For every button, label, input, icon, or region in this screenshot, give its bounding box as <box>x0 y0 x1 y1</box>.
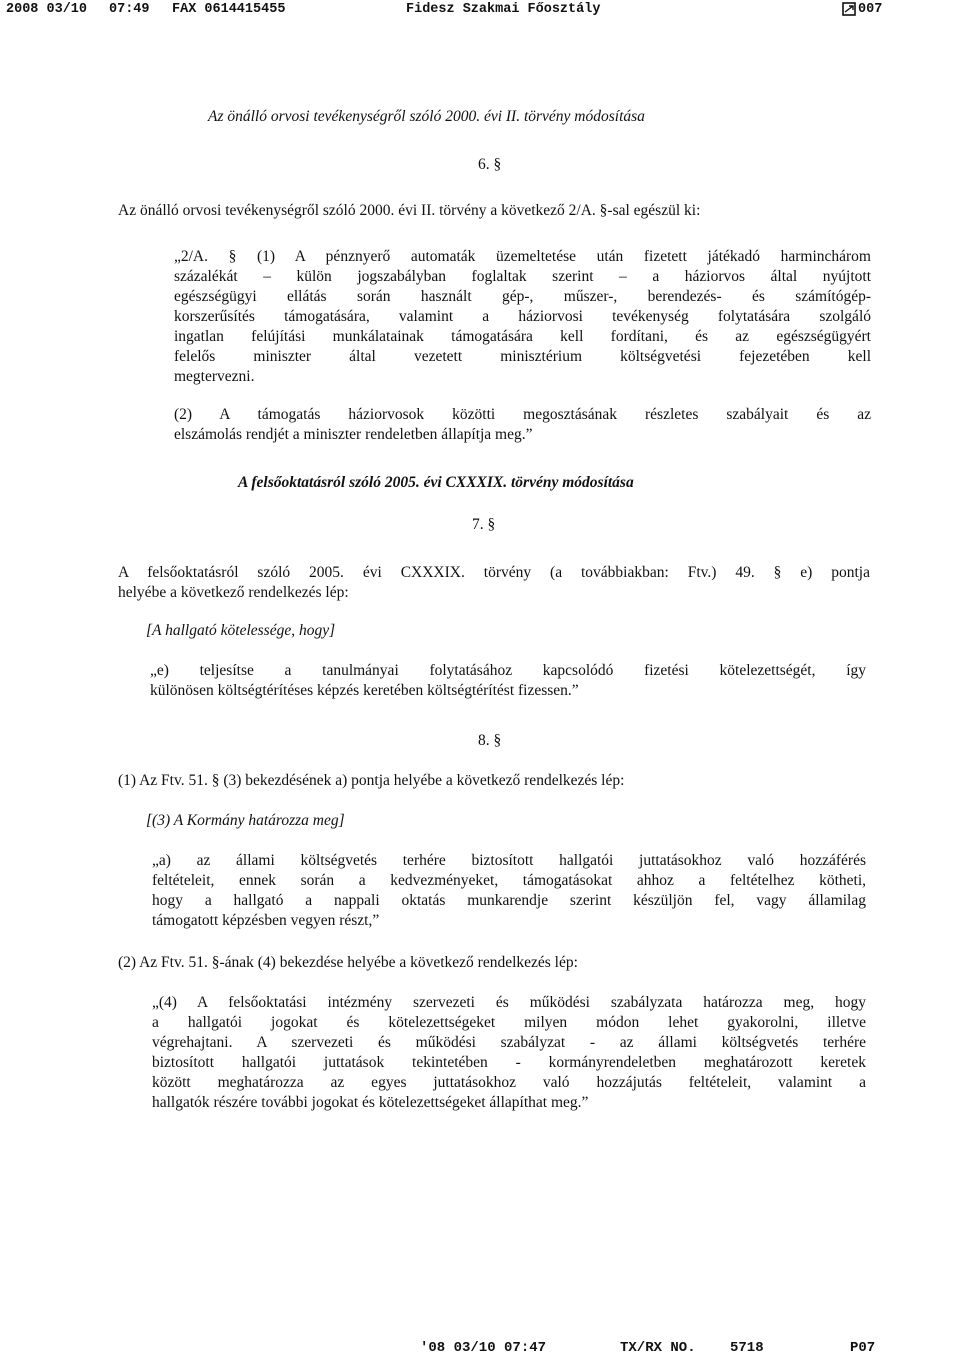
context-line: [A hallgató kötelessége, hogy] <box>146 622 336 639</box>
text-line: egészségügyi ellátás során használt gép-, műszer-, berendezés- és számítógép- <box>174 288 871 305</box>
text-line: támogatott képzésben vegyen részt,” <box>152 912 380 929</box>
fax-header-page-icon <box>842 2 856 19</box>
fax-header-time: 07:49 <box>109 2 150 17</box>
text-line: (2) A támogatás háziorvosok közötti megosztásának részletes szabályait és az <box>174 406 871 423</box>
section-title: A felsőoktatásról szóló 2005. évi CXXXIX. törvény módosítása <box>238 474 634 491</box>
text-line: ingatlan felújítási munkálatainak támogatására kell fordítani, és az egészségügyért <box>174 328 871 345</box>
paragraph-number: 7. § <box>472 516 496 533</box>
paragraph-number: 6. § <box>478 156 502 173</box>
paragraph-intro: (2) Az Ftv. 51. §-ának (4) bekezdése helyébe a következő rendelkezés lép: <box>118 954 578 971</box>
text-line: „a) az állami költségvetés terhére biztosított hallgatói juttatásokhoz való hozzáférés <box>152 852 866 869</box>
text-line: a hallgatói jogokat és kötelezettségeket milyen módon lehet gyakorolni, illetve <box>152 1014 866 1031</box>
fax-header-fax-number: FAX 0614415455 <box>172 2 286 17</box>
text-line: felelős miniszter által vezetett minisztérium költségvetési fejezetében kell <box>174 348 871 365</box>
fax-header-page: 007 <box>858 2 883 17</box>
fax-footer-txrx-label: TX/RX NO. <box>620 1340 696 1356</box>
fax-header-sender: Fidesz Szakmai Főosztály <box>406 2 601 17</box>
context-line: [(3) A Kormány határozza meg] <box>146 812 345 829</box>
text-line: százalékát – külön jogszabályban foglaltak szerint – a háziorvos által nyújtott <box>174 268 871 285</box>
text-line: biztosított hallgatói juttatások tekintetében - kormányrendeletben meghatározott keretek <box>152 1054 866 1071</box>
text-line: megtervezni. <box>174 368 255 385</box>
text-line: A felsőoktatásról szóló 2005. évi CXXXIX. törvény (a továbbiakban: Ftv.) 49. § e) pontja <box>118 564 870 581</box>
text-line: helyébe a következő rendelkezés lép: <box>118 584 349 601</box>
fax-footer <box>420 1340 940 1360</box>
text-line: „(4) A felsőoktatási intézmény szervezeti és működési szabályzata határozza meg, hogy <box>152 994 866 1011</box>
text-line: „2/A. § (1) A pénznyerő automaták üzemeltetése után fizetett játékadó harminchárom <box>174 248 871 265</box>
paragraph-number: 8. § <box>478 732 502 749</box>
text-line: hogy a hallgató a nappali oktatás munkarendje szerint készüljön fel, vagy államilag <box>152 892 866 909</box>
paragraph-intro: Az önálló orvosi tevékenységről szóló 2000. évi II. törvény a következő 2/A. §-sal egészül ki: <box>118 202 701 219</box>
text-line: korszerűsítés támogatására, valamint a háziorvosi tevékenység folytatására szolgáló <box>174 308 871 325</box>
fax-footer-txrx-number: 5718 <box>730 1340 764 1356</box>
text-line: „e) teljesítse a tanulmányai folytatásához kapcsolódó fizetési kötelezettségét, így <box>150 662 866 679</box>
fax-footer-datetime: '08 03/10 07:47 <box>420 1340 547 1356</box>
paragraph-intro: (1) Az Ftv. 51. § (3) bekezdésének a) pontja helyébe a következő rendelkezés lép: <box>118 772 625 789</box>
text-line: végrehajtani. A szervezeti és működési szabályzat - az állami költségvetés terhére <box>152 1034 866 1051</box>
text-line: különösen költségtérítéses képzés keretében költségtérítést fizessen.” <box>150 682 579 699</box>
section-title: Az önálló orvosi tevékenységről szóló 2000. évi II. törvény módosítása <box>208 108 645 125</box>
fax-header-date: 2008 03/10 <box>6 2 88 17</box>
text-line: feltételeit, ennek során a kedvezményeket, támogatásokat ahhoz a feltételhez kötheti, <box>152 872 866 889</box>
text-line: között meghatározza az egyes juttatásokhoz való hozzájutás feltételeit, valamint a <box>152 1074 866 1091</box>
fax-footer-page: P07 <box>850 1340 876 1356</box>
text-line: elszámolás rendjét a miniszter rendeletben állapítja meg.” <box>174 426 533 443</box>
fax-header <box>6 2 906 22</box>
text-line: hallgatók részére további jogokat és kötelezettségeket állapíthat meg.” <box>152 1094 589 1111</box>
